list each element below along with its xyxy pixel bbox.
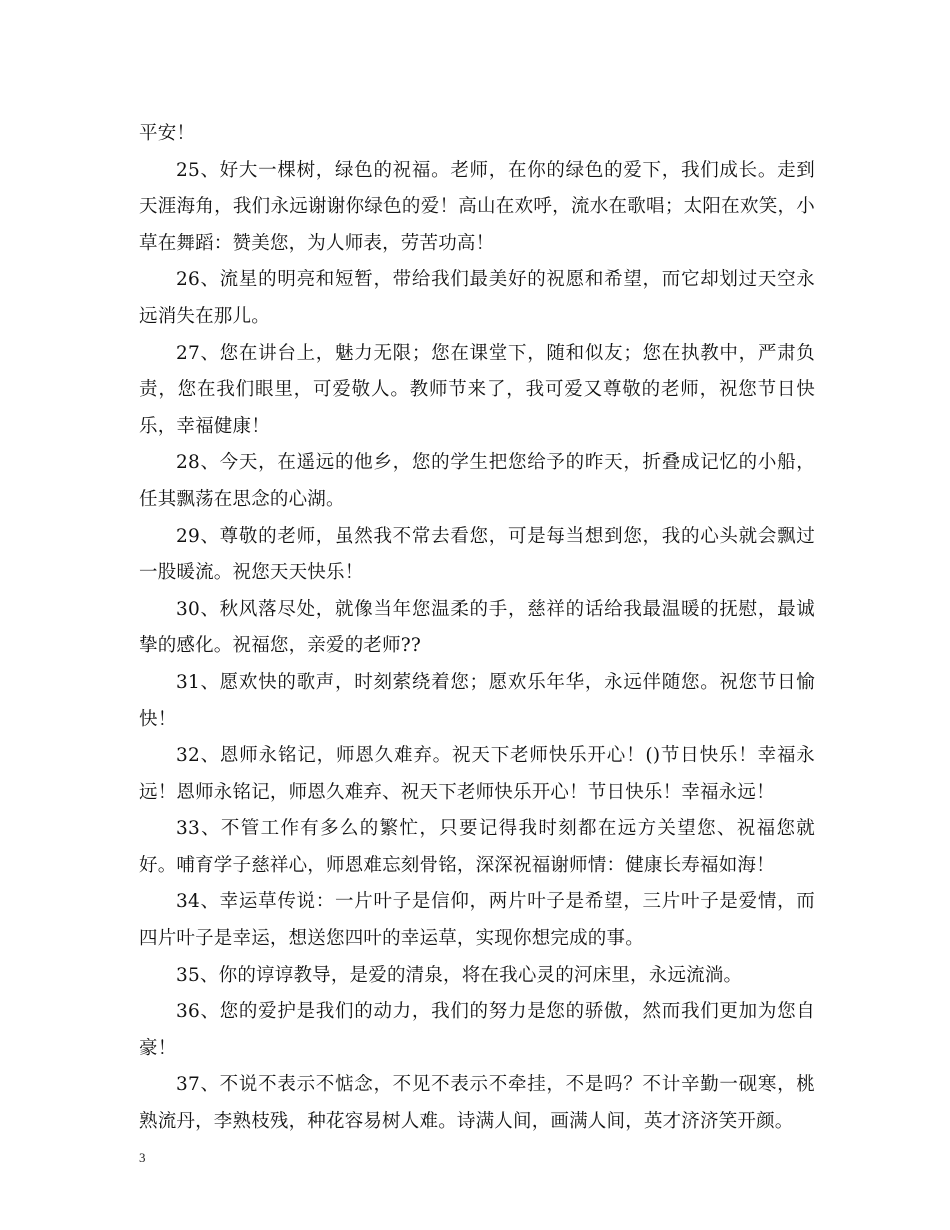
paragraph: 36、您的爱护是我们的动力，我们的努力是您的骄傲，然而我们更加为您自豪！ [139,1001,815,1059]
paragraph: 37、不说不表示不惦念，不见不表示不牵挂，不是吗？不计辛勤一砚寒，桃熟流丹，李熟枝残，种花容易树人难。诗满人间，画满人间，英才济济笑开颜。 [139,1074,815,1133]
page-number: 3 [139,1150,146,1165]
paragraph: 30、秋风落尽处，就像当年您温柔的手，慈祥的话给我最温暖的抚慰，最诚挚的感化。祝福您，亲爱的老师?? [139,598,815,657]
paragraph: 25、好大一棵树，绿色的祝福。老师，在你的绿色的爱下，我们成长。走到天涯海角，我们永远谢谢你绿色的爱！高山在欢呼，流水在歌唱；太阳在欢笑，小草在舞蹈：赞美您，为人师表，劳苦功高！ [139,159,815,254]
paragraph: 26、流星的明亮和短暂，带给我们最美好的祝愿和希望，而它却划过天空永远消失在那儿。 [139,269,815,327]
document-body [139,116,815,1141]
paragraph: 31、愿欢快的歌声，时刻萦绕着您；愿欢乐年华，永远伴随您。祝您节日愉快！ [139,671,815,730]
paragraph: 27、您在讲台上，魅力无限；您在课堂下，随和似友；您在执教中，严肃负责，您在我们眼里，可爱敬人。教师节来了，我可爱又尊敬的老师，祝您节日快乐，幸福健康！ [139,342,815,437]
paragraph: 32、恩师永铭记，师恩久难弃。祝天下老师快乐开心！()节日快乐！幸福永远！恩师永铭记，师恩久难弃、祝天下老师快乐开心！节日快乐！幸福永远！ [139,745,815,803]
paragraph: 28、今天，在遥远的他乡，您的学生把您给予的昨天，折叠成记忆的小船，任其飘荡在思念的心湖。 [139,452,815,510]
paragraph: 34、幸运草传说：一片叶子是信仰，两片叶子是希望，三片叶子是爱情，而四片叶子是幸运，想送您四叶的幸运草，实现你想完成的事。 [139,891,815,950]
paragraph: 33、不管工作有多么的繁忙，只要记得我时刻都在远方关望您、祝福您就好。哺育学子慈祥心，师恩难忘刻骨铭，深深祝福谢师情：健康长寿福如海！ [139,818,815,876]
paragraph: 29、尊敬的老师，虽然我不常去看您，可是每当想到您，我的心头就会飘过一股暖流。祝您天天快乐！ [139,525,815,584]
paragraph: 平安！ [139,123,196,144]
paragraph: 35、你的谆谆教导，是爱的清泉，将在我心灵的河床里，永远流淌。 [176,964,743,986]
